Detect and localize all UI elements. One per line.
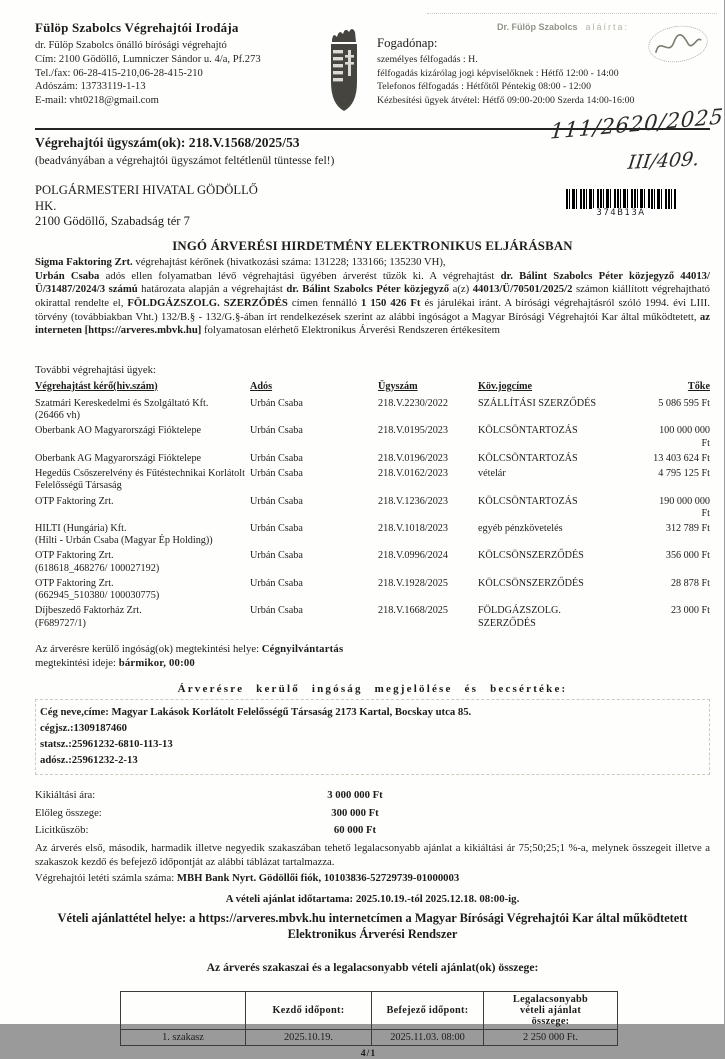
reception-title: Fogadónap: [377,36,438,50]
office-line-role: dr. Fülöp Szabolcs önálló bírósági végrehajtó [35,40,227,51]
stage-lowest-offer: 2 250 000 Ft. [484,1029,618,1045]
creditor-name: OTP Faktoring Zrt. [35,495,114,507]
office-line-taxid: Adószám: 13733119-1-13 [35,81,146,93]
creditor-ref: (618618_468276/ 100027192) [35,562,160,574]
claim-title: vételár [478,468,506,480]
claim-amount-unit: Ft [701,507,710,519]
case-number: 218.V.1236/2023 [378,495,448,507]
claim-amount: 5 086 595 Ft [658,397,710,409]
inspection-time-value: bármikor, 00:00 [118,657,195,670]
table-row [35,575,710,602]
body-line-creditor: Sigma Faktoring Zrt. végrehajtást kérőnek (hivatkozási száma: 131228; 133166; 135230 VH), [35,256,446,269]
debtor-name: Urbán Csaba [250,468,303,480]
claim-amount: 190 000 000 [659,495,710,507]
item-section-heading: Árverésre kerülő ingóság megjelölése és becsértéke: [177,682,568,695]
stages-row [121,1029,618,1045]
case-number-block [35,135,710,167]
offer-place-line: Vételi ajánlattétel helye: a https://arveres.mbvk.hu internetcímen a Magyar Bírósági Végrehajtói Kar által működtetett Elektronikus Árverési Rendszer [57,910,688,941]
case-number: 218.V.0196/2023 [378,452,448,464]
creditor-ref: (F689727/1) [35,617,86,629]
hungarian-coat-of-arms-icon [327,20,369,121]
stages-table [120,991,618,1046]
office-name: Fülöp Szabolcs Végrehajtói Irodája [35,20,239,35]
body-paragraph [35,256,710,337]
stages-table-heading: Az árverés szakaszai és a legalacsonyabb vételi ajánlat(ok) összege: [206,960,539,974]
column-header-case-number: Ügyszám [378,380,418,392]
price-value: 60 000 Ft [333,824,377,837]
item-tax-number: adósz.:25961232-2-13 [40,753,138,766]
case-number-note: (beadványában a végrehajtói ügyszámot feltétlenül tüntesse fel!) [35,154,335,167]
case-number: 218.V.0195/2023 [378,425,448,437]
stages-header-row [121,991,618,1029]
office-line-phone: Tel./fax: 06-28-415-210,06-28-415-210 [35,67,203,79]
creditor-name: Díjbeszedő Faktorház Zrt. [35,605,142,617]
reception-line-delivery: Kézbesítési ügyek átvétel: Hétfő 09:00-20:00 Szerda 14:00-16:00 [377,95,635,107]
inspection-block [35,642,710,671]
document-title: INGÓ ÁRVERÉSI HIRDETMÉNY ELEKTRONIKUS ELJÁRÁSBAN [172,239,573,254]
reception-line-personal: személyes félfogadás : H. [377,54,478,65]
table-row [35,602,710,629]
creditor-name: Oberbank AG Magyarországi Fióktelepe [35,452,202,464]
price-value: 300 000 Ft [331,806,379,819]
claim-amount: 4 795 125 Ft [658,468,710,480]
claim-amount: 356 000 Ft [665,550,710,562]
debtor-name: Urbán Csaba [250,425,303,437]
inspection-place-line: Az árverésre kerülő ingóság(ok) megtekintési helye: Cégnyilvántartás [35,642,344,655]
creditor-ref: (Hilti - Urbán Csaba (Magyar Ép Holding)) [35,535,213,547]
creditor-name: OTP Faktoring Zrt. [35,577,114,589]
offer-period-line: A vételi ajánlat időtartama: 2025.10.19.-tól 2025.12.18. 08:00-ig. [225,892,520,905]
stage-end: 2025.11.03. 08:00 [372,1029,484,1045]
table-row [35,547,710,574]
inspection-time-line: megtekintési ideje: bármikor, 00:00 [35,657,195,670]
stamp-signer-name: Dr. Fülöp Szabolcs [497,22,578,32]
table-row [35,520,710,547]
claim-title: KÖLCSÖNTARTOZÁS [478,495,578,507]
handwritten-folio-number: III/409. [626,148,701,174]
price-value: 3 000 000 Ft [327,788,383,801]
table-row [35,395,710,422]
stamp-action-text: aláírta: [585,22,630,32]
pricing-block [35,787,710,840]
creditor-name: OTP Faktoring Zrt. [35,550,114,562]
column-header-claim: Köv.jogcíme [478,380,533,392]
debtor-name: Urbán Csaba [250,577,303,589]
further-cases-heading: További végrehajtási ügyek: [35,363,156,376]
table-row [35,465,710,492]
body-text: Urbán Csaba adós ellen folyamatban lévő végrehajtási ügyében árverést tűzök ki. A végrehajtást dr. Bálint Szabolcs Péter közjegyző 44013/Ü/31487/2024/3 számú határozata alapján a végrehajtást dr. Bálint Szabolcs Péter közjegyző a(z) 44013/Ü/70501/2025/2 számon kiállított végrehajtható okirattal rendelte el, FÖLDGÁZSZOLG. SZERZŐDÉS címen fennálló 1 150 426 Ft és járulékai iránt. A bírósági végrehajtásról szóló 1994. évi LIII. törvény (továbbiakban Vht.) 132/B.§ - 132/G.§-ában írt rendelkezések szerint az alábbi ingóságot a Magyar Bírósági Végrehajtói Kar által működtetett, az interneten [https://arveres.mbvk.hu] folyamatosan elérhető Elektronikus Árverési Rendszeren értékesítem [35,269,711,337]
case-number: 218.V.0162/2023 [378,468,448,480]
item-stat-number: statsz.:25961232-6810-113-13 [40,737,173,750]
deposit-account-line: Végrehajtói letéti számla száma: MBH Bank Nyrt. Gödöllői fiók, 10103836-52729739-01000003 [35,871,460,884]
page-number: 4/1 [360,1047,377,1059]
column-header-creditor: Végrehajtást kérő(hiv.szám) [35,380,158,392]
stages-header-end: Befejező időpont: [372,991,484,1029]
column-header-principal: Tőke [687,380,710,392]
inspection-place-value: Cégnyilvántartás [261,642,344,655]
creditor-name: HILTI (Hungária) Kft. [35,523,127,535]
creditor-name: Oberbank AO Magyarországi Fióktelepe [35,425,202,437]
claim-title: KÖLCSÖNTARTOZÁS [478,452,578,464]
reception-line-phone: Telefonos félfogadás : Hétfőtől Péntekig 08:00 - 12:00 [377,81,591,93]
creditor-name: Hegedűs Csőszerelvény és Fűtéstechnikai Korlátolt [35,468,245,480]
deposit-account-value: MBH Bank Nyrt. Gödöllői fiók, 10103836-52729739-01000003 [176,871,460,884]
creditor-ref: (26466 vh) [35,410,80,422]
debtor-name: Urbán Csaba [250,605,303,617]
office-line-email: E-mail: vht0218@gmail.com [35,95,159,107]
table-row [35,493,710,520]
claim-amount-unit: Ft [701,437,710,449]
creditor-ref: Felelősségű Társaság [35,480,122,492]
auction-stages-note: Az árverés első, második, harmadik illetve negyedik szakaszában tehető legalacsonyabb ajánlat a kikiáltási ár 75;50;25;1 %-a, melynek összegeit illetve a szakaszok kezdő és befejező időpontját az alábbi táblázat tartalmazza. [35,841,710,868]
claim-amount: 100 000 000 [659,425,710,437]
barcode-icon [566,189,676,209]
office-line-address: Cím: 2100 Gödöllő, Lumniczer Sándor u. 4/a, Pf.273 [35,53,261,65]
item-registry-number: cégjsz.:1309187460 [40,721,127,734]
case-number: 218.V.1668/2025 [378,605,448,617]
item-details-box [35,699,710,775]
digital-signature-stamp [497,22,629,32]
claim-amount: 23 000 Ft [670,605,710,617]
claim-title: SZÁLLÍTÁSI SZERZŐDÉS [478,397,597,409]
case-number: 218.V.1018/2023 [378,523,448,535]
column-header-debtor: Adós [250,380,273,392]
further-cases-table [35,378,710,630]
debtor-name: Urbán Csaba [250,397,303,409]
price-label: Licitküszöb: [35,824,89,837]
addressee-dept: HK. [35,198,57,213]
stages-header-start: Kezdő időpont: [246,991,372,1029]
claim-amount: 312 789 Ft [665,523,710,535]
stages-header-blank [121,991,246,1029]
price-label: Kikiáltási ára: [35,788,96,801]
claim-title: egyéb pénzkövetelés [478,523,563,535]
claim-title: KÖLCSÖNSZERZŐDÉS [478,550,584,562]
further-cases-header-row [35,378,710,395]
case-number-line: Végrehajtói ügyszám(ok): 218.V.1568/2025/53 [35,135,300,150]
stages-header-lowest-offer: Legalacsonyabb vételi ajánlat összege: [484,991,618,1029]
case-number: 218.V.0996/2024 [378,550,448,562]
debtor-name: Urbán Csaba [250,550,303,562]
claim-amount: 28 878 Ft [670,577,710,589]
price-row [35,805,710,823]
bailiff-office-block [35,20,327,121]
stage-start: 2025.10.19. [246,1029,372,1045]
debtor-name: Urbán Csaba [250,452,303,464]
claim-title: FÖLDGÁZSZOLG. SZERZŐDÉS [478,605,561,629]
debtor-name: Urbán Csaba [250,495,303,507]
letterhead [35,20,710,121]
reception-line-legal: félfogadás kizárólag jogi képviselőknek : Hétfő 12:00 - 14:00 [377,67,619,79]
debtor-name: Urbán Csaba [250,523,303,535]
item-company-line: Cég neve,címe: Magyar Lakások Korlátolt Felelősségű Társaság 2173 Kartal, Bocskay utca 85. [40,705,472,718]
handwritten-case-number: 111/2620/2025 [549,104,725,144]
barcode-label: 374B13A [566,208,676,218]
addressee-name: POLGÁRMESTERI HIVATAL GÖDÖLLŐ [35,183,258,197]
claim-title: KÖLCSÖNTARTOZÁS [478,425,578,437]
stage-name: 1. szakasz [121,1029,246,1045]
creditor-name: Szatmári Kereskedelmi és Szolgáltató Kft. [35,397,209,409]
barcode [566,189,676,218]
addressee-address: 2100 Gödöllő, Szabadság tér 7 [35,214,190,229]
price-row [35,822,710,840]
price-row [35,787,710,805]
price-label: Előleg összege: [35,806,102,819]
reception-hours-block [369,20,710,121]
case-number: 218.V.2230/2022 [378,397,448,409]
claim-amount: 13 403 624 Ft [653,452,710,464]
claim-title: KÖLCSÖNSZERZŐDÉS [478,577,584,589]
table-row [35,450,710,465]
creditor-ref: (662945_510380/ 100030775) [35,590,160,602]
case-number: 218.V.1928/2025 [378,577,448,589]
table-row [35,422,710,449]
